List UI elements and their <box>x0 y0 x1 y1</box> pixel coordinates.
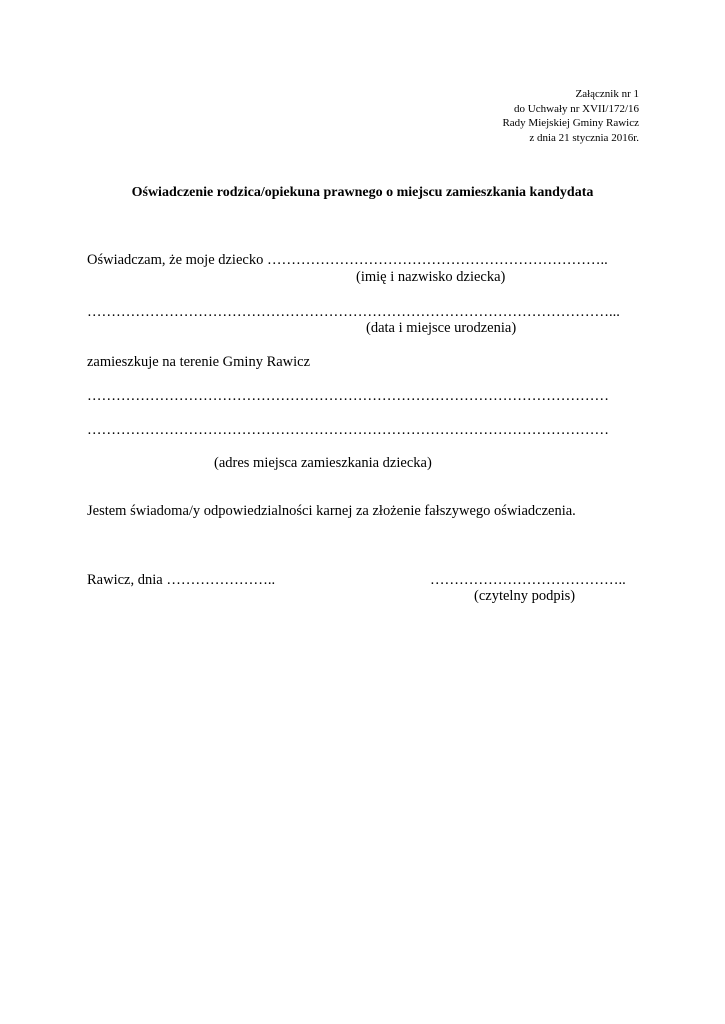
child-name-caption: (imię i nazwisko dziecka) <box>356 269 506 285</box>
annex-number: Załącznik nr 1 <box>575 88 639 100</box>
place-date-line: Rawicz, dnia ………………….. <box>87 572 276 588</box>
signature-line: ………………………………….. <box>430 572 626 588</box>
signature-caption: (czytelny podpis) <box>474 588 576 604</box>
birth-caption: (data i miejsce urodzenia) <box>366 320 517 336</box>
address-line-2: ……………………………………………………………………………………………… <box>87 422 609 438</box>
annex-date: z dnia 21 stycznia 2016r. <box>529 131 639 144</box>
statement-line: Oświadczam, że moje dziecko …………………………………………………………….. <box>87 252 608 268</box>
awareness-statement: Jestem świadoma/y odpowiedzialności karnej za złożenie fałszywego oświadczenia. <box>87 503 576 519</box>
birth-line: ………………………………………………………………………………………………... <box>87 304 620 320</box>
address-caption: (adres miejsca zamieszkania dziecka) <box>214 455 432 471</box>
address-line-1: ……………………………………………………………………………………………… <box>87 388 609 404</box>
annex-reference <box>502 87 639 145</box>
annex-council: Rady Miejskiej Gminy Rawicz <box>502 117 639 129</box>
document-title: Oświadczenie rodzica/opiekuna prawnego o miejscu zamieszkania kandydata <box>131 185 594 200</box>
residence-line: zamieszkuje na terenie Gminy Rawicz <box>87 354 311 370</box>
annex-resolution: do Uchwały nr XVII/172/16 <box>514 102 639 115</box>
